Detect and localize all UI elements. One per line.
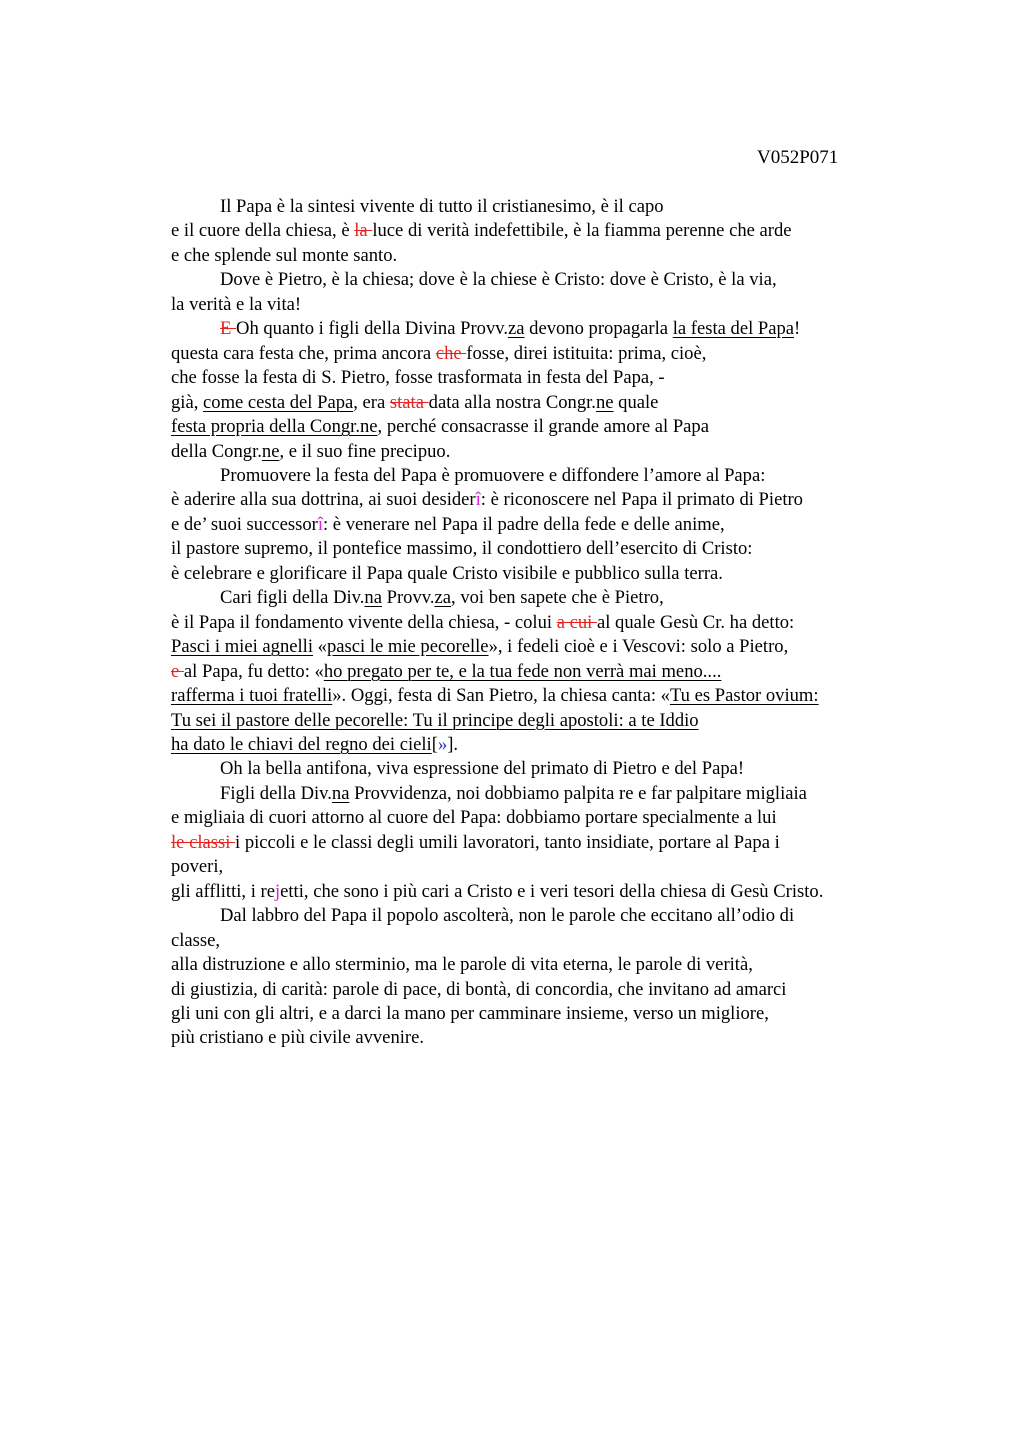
- text-line: [171, 709, 911, 733]
- text-line: [171, 635, 911, 659]
- text-segment: alla distruzione e allo sterminio, ma le parole di vita eterna, le parole di verità,: [171, 954, 753, 976]
- text-segment: la verità e la vita!: [171, 293, 302, 315]
- underlined-text: za: [434, 587, 452, 609]
- text-segment: e che splende sul monte santo.: [171, 244, 398, 266]
- text-segment: «: [313, 636, 327, 658]
- text-line: [171, 1026, 911, 1050]
- text-line: [171, 513, 911, 537]
- text-line: [171, 586, 911, 610]
- text-segment: Oh quanto i figli della Divina Provv.: [236, 318, 508, 340]
- text-line: [171, 219, 911, 243]
- text-line: [171, 195, 911, 219]
- text-line: [171, 440, 911, 464]
- text-segment: e migliaia di cuori attorno al cuore del Papa: dobbiamo portare specialmente a lui: [171, 807, 777, 829]
- text-line: [171, 366, 911, 390]
- text-line: [171, 562, 911, 586]
- text-line: [171, 978, 911, 1002]
- deleted-text: E: [220, 318, 237, 340]
- text-segment: data alla nostra Congr.: [428, 391, 596, 413]
- page-identifier: V052P071: [757, 147, 839, 168]
- text-segment: Dove è Pietro, è la chiesa; dove è la chiese è Cristo: dove è Cristo, è la via,: [220, 269, 777, 291]
- text-segment: della Congr.: [171, 440, 262, 462]
- text-segment: luce di verità indefettibile, è la fiamma perenne che arde: [372, 220, 792, 242]
- text-line: [171, 488, 911, 512]
- text-segment: questa cara festa che, prima ancora: [171, 342, 436, 364]
- text-line: [171, 317, 911, 341]
- underlined-text: pasci le mie pecorelle: [326, 636, 489, 658]
- editor-mark: j: [274, 880, 281, 902]
- text-segment: già,: [171, 391, 204, 413]
- underlined-text: Tu sei il pastore delle pecorelle: Tu il principe degli apostoli: a te Iddio: [171, 709, 699, 731]
- text-segment: è aderire alla sua dottrina, ai suoi desider: [171, 489, 476, 511]
- text-line: [171, 684, 911, 708]
- text-line: [171, 782, 911, 806]
- text-segment: è celebrare e glorificare il Papa quale Cristo visibile e pubblico sulla terra.: [171, 562, 723, 584]
- text-segment: , perché consacrasse il grande amore al Papa: [377, 416, 709, 438]
- text-line: [171, 953, 911, 977]
- text-segment: , e il suo fine precipuo.: [279, 440, 451, 462]
- text-segment: di giustizia, di carità: parole di pace, di bontà, di concordia, che invitano ad amarci: [171, 978, 787, 1000]
- text-segment: gli afflitti, i re: [171, 880, 275, 902]
- underlined-text: Pasci i miei agnelli: [171, 636, 314, 658]
- underlined-text: rafferma i tuoi fratelli: [171, 685, 333, 707]
- text-segment: e de’ suoi successor: [171, 513, 318, 535]
- text-line: [171, 880, 911, 904]
- text-segment: , era: [353, 391, 390, 413]
- text-segment: : è venerare nel Papa il padre della fede e delle anime,: [322, 513, 725, 535]
- deleted-text: stata: [389, 391, 429, 413]
- text-line: [171, 342, 911, 366]
- text-segment: devono propagarla: [524, 318, 673, 340]
- underlined-text: ne: [261, 440, 280, 462]
- underlined-text: ho pregato per te, e la tua fede non verrà mai meno....: [323, 660, 722, 682]
- text-line: [171, 929, 911, 953]
- underlined-text: Tu es Pastor ovium:: [669, 685, 819, 707]
- underlined-text: la festa del Papa: [672, 318, 795, 340]
- text-segment: Cari figli della Div.: [220, 587, 365, 609]
- text-segment: ». Oggi, festa di San Pietro, la chiesa canta: «: [332, 685, 670, 707]
- text-segment: i piccoli e le classi degli umili lavoratori, tanto insidiate, portare al Papa i: [235, 831, 780, 853]
- text-line: [171, 757, 911, 781]
- text-segment: il pastore supremo, il pontefice massimo, il condottiero dell’esercito di Cristo:: [171, 538, 753, 560]
- text-segment: fosse, direi istituita: prima, cioè,: [466, 342, 707, 364]
- text-line: [171, 806, 911, 830]
- underlined-text: za: [508, 318, 525, 340]
- editor-mark: î: [475, 489, 481, 511]
- text-line: [171, 733, 911, 757]
- text-line: [171, 660, 911, 684]
- text-line: [171, 831, 911, 855]
- text-line: [171, 537, 911, 561]
- text-line: [171, 293, 911, 317]
- text-line: [171, 1002, 911, 1026]
- text-segment: più cristiano e più civile avvenire.: [171, 1027, 424, 1049]
- text-segment: etti, che sono i più cari a Cristo e i veri tesori della chiesa di Gesù Cristo.: [280, 880, 824, 902]
- text-segment: Il Papa è la sintesi vivente di tutto il cristianesimo, è il capo: [220, 196, 664, 217]
- text-segment: , voi ben sapete che è Pietro,: [451, 587, 664, 609]
- text-segment: : è riconoscere nel Papa il primato di Pietro: [480, 489, 803, 511]
- underlined-text: na: [364, 587, 382, 609]
- underlined-text: na: [331, 782, 350, 804]
- text-line: [171, 611, 911, 635]
- text-segment: Dal labbro del Papa il popolo ascolterà, non le parole che eccitano all’odio di: [220, 905, 795, 927]
- text-line: [171, 855, 911, 879]
- text-line: [171, 268, 911, 292]
- deleted-text: e: [171, 660, 184, 682]
- text-segment: quale: [613, 391, 659, 413]
- text-segment: gli uni con gli altri, e a darci la mano per camminare insieme, verso un migliore,: [171, 1002, 769, 1024]
- text-line: [171, 464, 911, 488]
- text-line: [171, 904, 911, 928]
- deleted-text: che: [435, 342, 467, 364]
- text-line: [171, 415, 911, 439]
- text-segment: è il Papa il fondamento vivente della chiesa, - colui: [171, 611, 557, 633]
- underlined-text: ne: [595, 391, 614, 413]
- deleted-text: a cui: [556, 611, 597, 633]
- underlined-text: come cesta del Papa: [203, 391, 354, 413]
- deleted-text: le classi: [171, 831, 236, 853]
- text-segment: poveri,: [171, 856, 224, 878]
- editor-mark: î: [317, 513, 323, 535]
- text-segment: Figli della Div.: [220, 782, 332, 804]
- text-segment: che fosse la festa di S. Pietro, fosse trasformata in festa del Papa, -: [171, 367, 665, 389]
- deleted-text: la: [354, 220, 373, 242]
- underlined-text: ha dato le chiavi del regno dei cieli: [171, 733, 432, 755]
- text-segment: al Papa, fu detto: «: [183, 660, 324, 682]
- text-segment: ].: [447, 733, 459, 755]
- text-segment: Provvidenza, noi dobbiamo palpita re e far palpitare migliaia: [349, 782, 807, 804]
- text-segment: al quale Gesù Cr. ha detto:: [596, 611, 795, 633]
- underlined-text: festa propria della Congr.ne: [171, 416, 378, 438]
- text-segment: Provv.: [381, 587, 435, 609]
- document-body: [171, 195, 911, 1051]
- text-line: [171, 244, 911, 268]
- text-segment: Promuovere la festa del Papa è promuovere e diffondere l’amore al Papa:: [220, 464, 766, 486]
- editor-bracket-mark: »: [437, 733, 448, 755]
- text-segment: Oh la bella antifona, viva espressione del primato di Pietro e del Papa!: [220, 758, 745, 780]
- text-segment: [: [431, 733, 438, 755]
- text-segment: e il cuore della chiesa, è: [171, 220, 355, 242]
- text-segment: classe,: [171, 929, 221, 951]
- text-line: [171, 391, 911, 415]
- text-segment: !: [794, 318, 801, 340]
- text-segment: », i fedeli cioè e i Vescovi: solo a Pietro,: [488, 636, 789, 658]
